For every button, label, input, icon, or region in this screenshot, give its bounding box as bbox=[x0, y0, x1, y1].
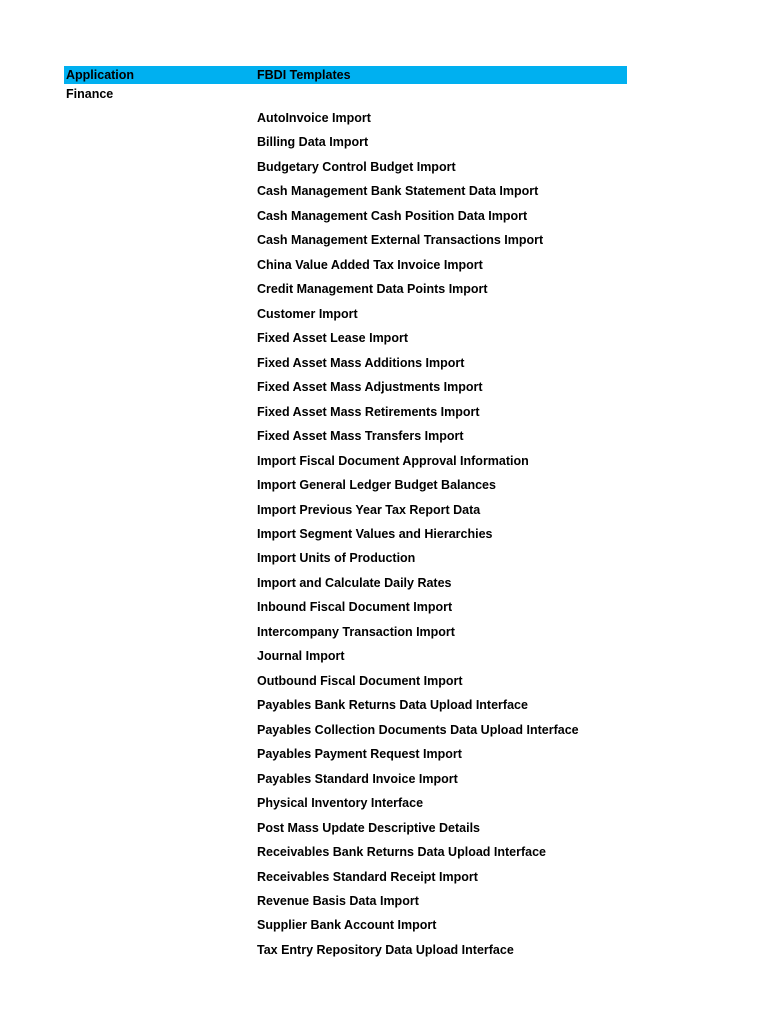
template-item: Revenue Basis Data Import bbox=[257, 894, 419, 908]
template-item: Receivables Bank Returns Data Upload Interface bbox=[257, 845, 546, 860]
template-item: Fixed Asset Mass Retirements Import bbox=[257, 404, 480, 419]
template-item: Fixed Asset Lease Import bbox=[257, 331, 408, 346]
header-fbdi-templates: FBDI Templates bbox=[257, 68, 351, 82]
template-item: Fixed Asset Mass Adjustments Import bbox=[257, 380, 483, 395]
template-item: Cash Management Bank Statement Data Import bbox=[257, 184, 539, 199]
template-item: Supplier Bank Account Import bbox=[257, 918, 437, 933]
template-item: Tax Entry Repository Data Upload Interface bbox=[257, 942, 514, 957]
template-item: Customer Import bbox=[257, 306, 358, 321]
template-item: Credit Management Data Points Import bbox=[257, 282, 488, 297]
application-group-finance: Finance bbox=[66, 87, 114, 101]
template-item: Payables Collection Documents Data Upload Interface bbox=[257, 722, 579, 737]
template-item: China Value Added Tax Invoice Import bbox=[257, 257, 483, 272]
template-item: Import Segment Values and Hierarchies bbox=[257, 526, 493, 541]
template-item: Journal Import bbox=[257, 649, 345, 664]
template-item: Payables Standard Invoice Import bbox=[257, 771, 458, 786]
template-item: Outbound Fiscal Document Import bbox=[257, 673, 463, 688]
template-item: Import Fiscal Document Approval Information bbox=[257, 453, 529, 468]
template-item: Physical Inventory Interface bbox=[257, 796, 424, 811]
template-item: Cash Management Cash Position Data Import bbox=[257, 208, 528, 223]
template-item: Payables Bank Returns Data Upload Interface bbox=[257, 698, 528, 713]
template-item: Import and Calculate Daily Rates bbox=[257, 575, 452, 590]
template-item: Cash Management External Transactions Import bbox=[257, 233, 544, 248]
template-item: Import General Ledger Budget Balances bbox=[257, 478, 496, 493]
template-item: AutoInvoice Import bbox=[257, 111, 371, 125]
header-row bbox=[64, 66, 627, 84]
template-item: Import Units of Production bbox=[257, 551, 416, 566]
template-item: Intercompany Transaction Import bbox=[257, 624, 455, 639]
template-item: Fixed Asset Mass Transfers Import bbox=[257, 429, 464, 444]
template-item: Receivables Standard Receipt Import bbox=[257, 869, 478, 884]
template-item: Billing Data Import bbox=[257, 135, 369, 150]
template-item: Payables Payment Request Import bbox=[257, 747, 462, 762]
fbdi-template-list bbox=[257, 108, 579, 964]
template-item: Post Mass Update Descriptive Details bbox=[257, 820, 480, 835]
header-application: Application bbox=[66, 68, 135, 82]
template-item: Budgetary Control Budget Import bbox=[257, 159, 456, 174]
template-item: Inbound Fiscal Document Import bbox=[257, 600, 453, 615]
template-item: Fixed Asset Mass Additions Import bbox=[257, 355, 465, 370]
template-item: Import Previous Year Tax Report Data bbox=[257, 502, 481, 517]
